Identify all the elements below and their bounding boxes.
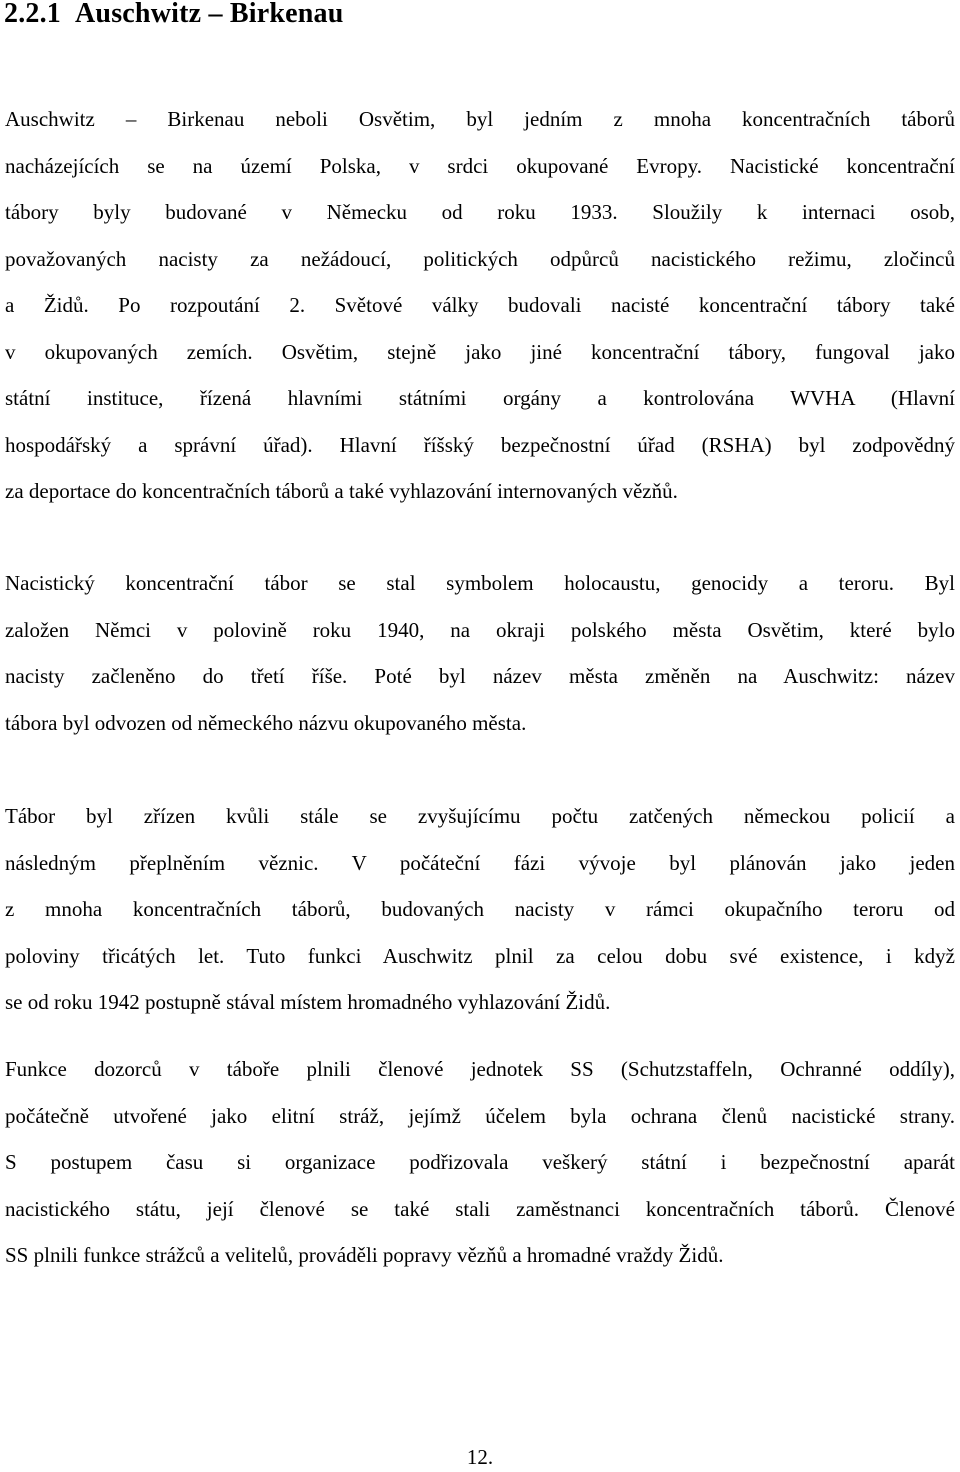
paragraph-line: Nacistický koncentrační tábor se stal symbolem holocaustu, genocidy a teroru. Byl: [5, 571, 955, 595]
paragraph-line: nacistického státu, její členové se také stali zaměstnanci koncentračních táborů. Členové: [5, 1196, 955, 1221]
paragraph-line: počátečně utvořené jako elitní stráž, jejímž účelem byla ochrana členů nacistické strany.: [5, 1103, 955, 1128]
paragraph-line: následným přeplněním věznic. V počáteční fázi vývoje byl plánován jako jeden: [5, 850, 955, 875]
paragraph-line: považovaných nacisty za nežádoucí, politických odpůrců nacistického režimu, zločinců: [5, 246, 955, 271]
paragraph-2: [5, 560, 955, 746]
paragraph-line: poloviny třicátých let. Tuto funkci Auschwitz plnil za celou dobu své existence, i když: [5, 943, 955, 968]
paragraph-line: v okupovaných zemích. Osvětim, stejně jako jiné koncentrační tábory, fungoval jako: [5, 339, 955, 364]
section-heading: [4, 0, 343, 34]
paragraph-line: hospodářský a správní úřad). Hlavní říšský bezpečnostní úřad (RSHA) byl zodpovědný: [5, 432, 955, 457]
paragraph-line: Auschwitz – Birkenau neboli Osvětim, byl jedním z mnoha koncentračních táborů: [5, 107, 955, 131]
page-number: 12.: [466, 1445, 494, 1469]
paragraph-line: Funkce dozorců v táboře plnili členové jednotek SS (Schutzstaffeln, Ochranné oddíly),: [5, 1057, 955, 1081]
paragraph-line: Tábor byl zřízen kvůli stále se zvyšujícímu počtu zatčených německou policií a: [5, 804, 955, 828]
paragraph-line: nacházejících se na území Polska, v srdci okupované Evropy. Nacistické koncentrační: [5, 153, 955, 178]
paragraph-line: tábory byly budované v Německu od roku 1933. Sloužily k internaci osob,: [5, 200, 955, 224]
paragraph-3: [5, 793, 955, 1026]
paragraph-line: nacisty začleněno do třetí říše. Poté byl název města změněn na Auschwitz: název: [5, 664, 955, 688]
paragraph-line: a Židů. Po rozpoutání 2. Světové války budovali nacisté koncentrační tábory také: [5, 293, 955, 317]
paragraph-line: za deportace do koncentračních táborů a také vyhlazování internovaných vězňů.: [5, 479, 678, 503]
paragraph-1: [5, 96, 955, 515]
paragraph-line: tábora byl odvozen od německého názvu okupovaného města.: [5, 710, 527, 735]
paragraph-4: [5, 1046, 955, 1279]
paragraph-line: se od roku 1942 postupně stával místem hromadného vyhlazování Židů.: [5, 990, 611, 1014]
paragraph-line: S postupem času si organizace podřizovala veškerý státní i bezpečnostní aparát: [5, 1150, 955, 1174]
paragraph-line: založen Němci v polovině roku 1940, na okraji polského města Osvětim, které bylo: [5, 617, 955, 642]
section-title: Auschwitz – Birkenau: [75, 0, 344, 29]
section-number: 2.2.1: [4, 0, 61, 29]
paragraph-line: státní instituce, řízená hlavními státními orgány a kontrolována WVHA (Hlavní: [5, 386, 955, 410]
paragraph-line: z mnoha koncentračních táborů, budovaných nacisty v rámci okupačního teroru od: [5, 897, 955, 921]
paragraph-line: SS plnili funkce strážců a velitelů, prováděli popravy vězňů a hromadné vraždy Židů.: [5, 1243, 724, 1267]
